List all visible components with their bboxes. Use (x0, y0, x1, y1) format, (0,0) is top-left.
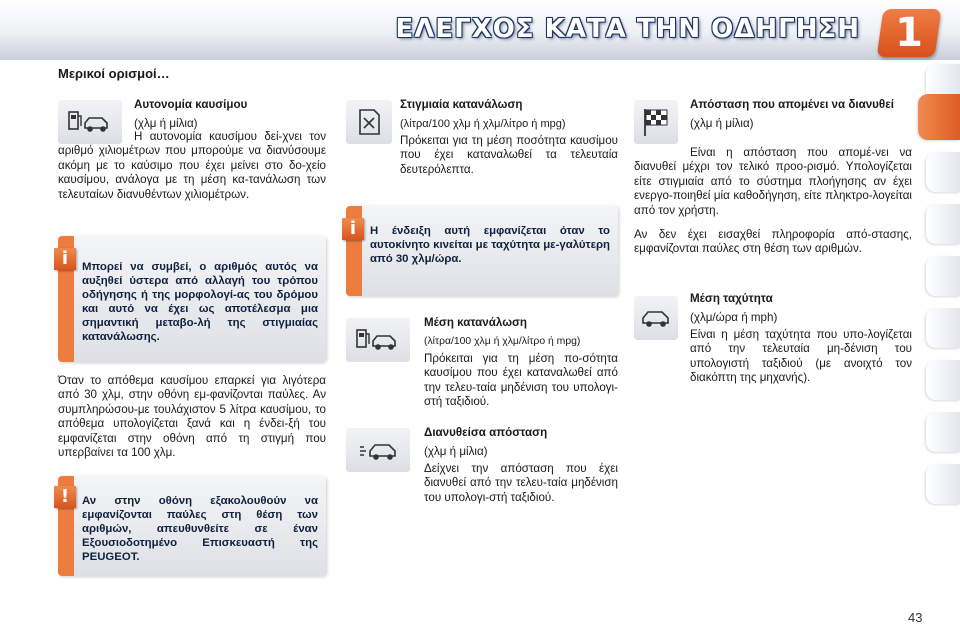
avg-speed-unit: (χλμ/ώρα ή mph) (690, 311, 778, 325)
warning-note (58, 476, 326, 576)
avg-consumption-icon-box (346, 318, 410, 362)
avg-speed-icon-box (634, 296, 678, 340)
distance-to-go-unit: (χλμ ή μίλια) (690, 117, 754, 131)
autonomy-unit: (χλμ ή μίλια) (134, 117, 198, 131)
section-subheading: Μερικοί ορισμοί… (58, 66, 170, 81)
avg-consumption-text: Πρόκειται για τη μέση πο-σότητα καυσίμου που έχει καταναλωθεί από την τελευ-ταία μηδένιση του υπολογι-στή ταξιδιού. (424, 351, 618, 409)
checkered-flag-icon (642, 107, 670, 137)
chapter-tab-active[interactable] (918, 94, 960, 140)
distance-travelled-unit: (χλμ ή μίλια) (424, 445, 488, 459)
chapter-tab[interactable] (926, 464, 960, 504)
avg-speed-text: Είναι η μέση ταχύτητα που υπο-λογίζεται από την τελευταία μη-δένιση του υπολογιστή ταξιδιού (με ανοιχτό τον διακόπτη της μηχανής). (690, 327, 912, 385)
fuel-pump-car-icon (356, 325, 400, 355)
instant-consumption-section (400, 98, 618, 177)
chapter-tab[interactable] (926, 204, 960, 244)
warning-text: Αν στην οθόνη εξακολουθούν να εμφανίζονται παύλες στη θέση των αριθμών, απευθυνθείτε σε έναν Εξουσιοδοτημένο Επισκευαστή της PEUGEOT. (82, 495, 318, 563)
autonomy-info-text: Μπορεί να συμβεί, ο αριθμός αυτός να αυξηθεί ύστερα από αλλαγή του τρόπου οδήγησης ή της μορφολογί-ας του δρόμου και αυτό να έχει ως αποτέλεσμα μια σημαντική μεταβο-λή της στιγμιαίας κατανάλωσης. (82, 261, 318, 343)
avg-consumption-title: Μέση κατανάλωση (424, 316, 527, 329)
avg-consumption-section (424, 316, 618, 409)
car-speed-icon (641, 303, 671, 333)
instant-consumption-title: Στιγμιαία κατανάλωση (400, 98, 523, 111)
avg-consumption-unit: (λίτρα/100 χλμ ή χλμ/λίτρο ή mpg) (424, 336, 581, 348)
instant-consumption-unit: (λίτρα/100 χλμ ή χλμ/λίτρο ή mpg) (400, 118, 566, 131)
warning-icon: ! (54, 486, 76, 508)
distance-travelled-title: Διανυθείσα απόσταση (424, 426, 548, 439)
instant-info-text: Η ένδειξη αυτή εμφανίζεται όταν το αυτοκίνητο κινείται με ταχύτητα με-γαλύτερη από 30 χλμ/ώρα. (370, 225, 610, 265)
distance-to-go-body-2 (634, 228, 912, 257)
autonomy-section (134, 98, 326, 132)
instant-info-note (346, 206, 618, 296)
chapter-badge (877, 9, 942, 57)
autonomy-body (58, 130, 326, 202)
distance-travelled-text: Δείχνει την απόσταση που έχει διανυθεί από την τελευ-ταία μηδένιση του υπολογι-στή ταξιδιού. (424, 461, 618, 504)
avg-speed-title: Μέση ταχύτητα (690, 292, 773, 305)
page-number: 43 (908, 610, 923, 625)
distance-to-go-title: Απόσταση που απομένει να διανυθεί (690, 98, 894, 111)
fuel-can-icon (354, 107, 384, 137)
chapter-tab[interactable] (926, 152, 960, 192)
distance-to-go-body (634, 146, 912, 218)
distance-to-go-text-2: Αν δεν έχει εισαχθεί πληροφορία από-στασης, εμφανίζονται παύλες στη θέση των αριθμών. (634, 228, 912, 256)
chapter-number: 1 (895, 10, 923, 56)
autonomy-title: Αυτονομία καυσίμου (134, 98, 248, 111)
avg-speed-section (690, 292, 912, 385)
info-icon: i (342, 218, 364, 240)
instant-consumption-text: Πρόκειται για τη μέση ποσότητα καυσίμου που έχει καταναλωθεί τα τελευταία δευτερόλεπτα. (400, 133, 618, 176)
chapter-tab[interactable] (926, 412, 960, 452)
chapter-tabs (926, 64, 960, 534)
chapter-tab[interactable] (926, 256, 960, 296)
autonomy-info-note (58, 236, 326, 362)
chapter-tab[interactable] (926, 360, 960, 400)
distance-travelled-section (424, 426, 618, 505)
chapter-tab[interactable] (926, 308, 960, 348)
distance-to-go-text: Είναι η απόσταση που απομέ-νει να διανυθεί μέχρι τον τελικό προο-ρισμό. Υπολογίζεται είτε στιγμιαία από το σύστημα πλοήγησης αν έχει ενεργο-ποιηθεί μία καθοδήγηση, είτε πληκτρο-λογείται από τον χρήστη. (634, 146, 912, 217)
autonomy-text: Η αυτονομία καυσίμου δεί-χνει τον αριθμό χιλιομέτρων που μπορούμε να διανύσουμε ακόμη με το καύσιμο που έχει μείνει στο δο-χείο καυσίμου, ανάλογα με τη μέση κα-τανάλωση των τελευταίων διανυθέντων χιλιομέτρων. (58, 130, 326, 201)
distance-travelled-icon-box (346, 428, 410, 472)
instant-consumption-icon-box (346, 100, 392, 144)
distance-to-go-section (690, 98, 912, 132)
low-fuel-section (58, 374, 326, 460)
page-title: ΕΛΕΓΧΟΣ ΚΑΤΑ ΤΗΝ ΟΔΗΓΗΣΗ (395, 14, 860, 44)
info-icon: i (54, 248, 76, 270)
low-fuel-text: Όταν το απόθεμα καυσίμου επαρκεί για λιγότερα από 30 χλμ, στην οθόνη εμ-φανίζονται παύλες. Αν συμπληρώσου-με τουλάχιστον 5 λίτρα καυσίμου, το απόθεμα υπολογίζεται ξανά και η ένδει-ξή του εμφανίζεται στην οθόνη από τη στιγμή που υπερβαίνει τα 100 χλμ. (58, 374, 326, 460)
distance-to-go-icon-box (634, 100, 678, 144)
car-distance-icon (356, 435, 400, 465)
